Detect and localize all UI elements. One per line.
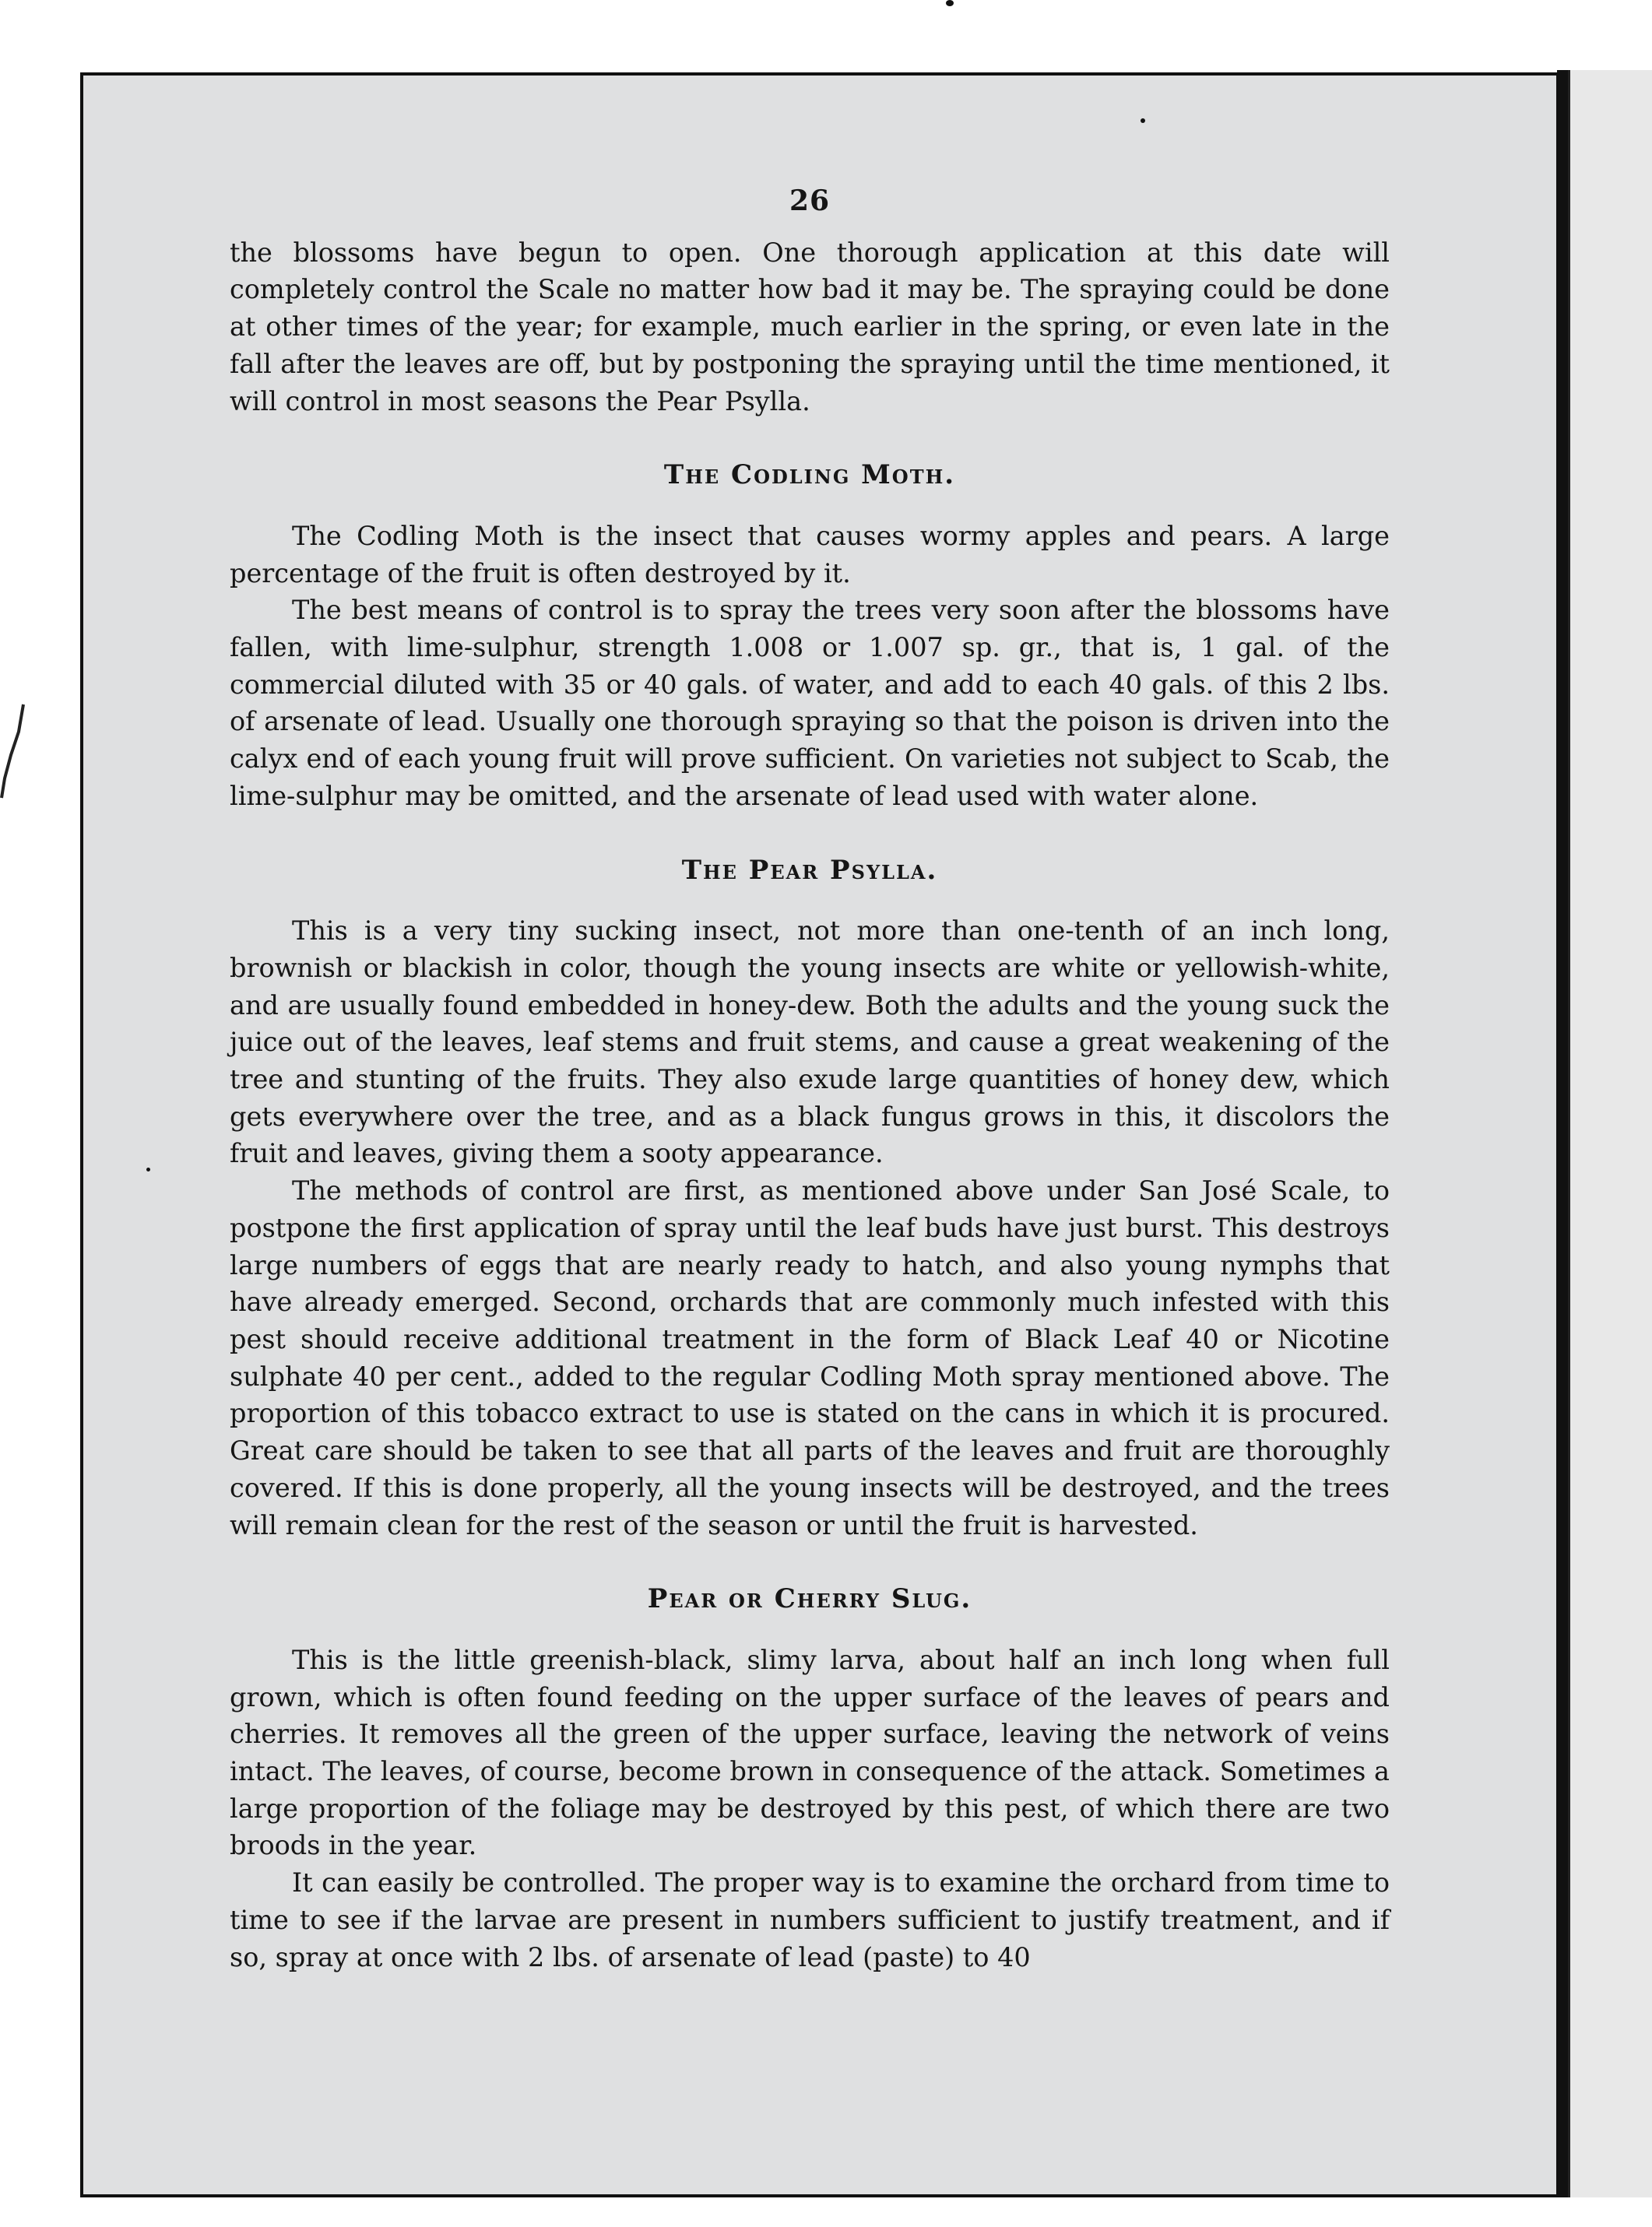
- cherry-slug-paragraph-1: This is the little greenish-black, slimy larva, about half an inch long when full grown, which is often found feeding on the upper surface of the leaves of pears and cherries. It removes all the green of the upper surface, leaving the network of veins intact. The leaves, of course, become brown in consequence of the attack. Sometimes a large proportion of the foliage may be destroyed by this pest, of which there are two broods in the year.: [230, 1644, 1390, 1861]
- scan-speck: [146, 1168, 150, 1171]
- page-number: 26: [789, 184, 831, 217]
- cherry-slug-paragraph-2: It can easily be controlled. The proper way is to examine the orchard from time to time to see if the larvae are present in numbers sufficient to justify treatment, and if so, spray at once with 2 lbs. of arsenate of lead (paste) to 40: [230, 1867, 1390, 1972]
- bottom-margin: [0, 2197, 1652, 2227]
- page-content: [230, 183, 1390, 1976]
- scan-speck: [946, 0, 954, 6]
- intro-paragraph: the blossoms have begun to open. One thorough application at this date will completely control the Scale no matter how bad it may be. The spraying could be done at other times of the year; for example, much earlier in the spring, or even late in the fall after the leaves are off, but by postponing the spraying until the time mentioned, it will control in most seasons the Pear Psylla.: [230, 237, 1390, 416]
- heading-cherry-slug: Pear or Cherry Slug.: [647, 1583, 972, 1615]
- margin-mark: [0, 701, 31, 802]
- page-edge-shadow: [1557, 70, 1568, 2203]
- heading-codling-moth: The Codling Moth.: [663, 459, 956, 491]
- heading-pear-psylla: The Pear Psylla.: [681, 854, 938, 886]
- left-margin: [0, 0, 78, 2227]
- pear-psylla-paragraph-2: The methods of control are first, as mentioned above under San José Scale, to postpone the first application of spray until the leaf buds have just burst. This destroys large numbers of eggs that are nearly ready to hatch, and also young nymphs that have already emerged. Second, orchards that are commonly much infested with this pest should receive additional treatment in the form of Black Leaf 40 or Nicotine sulphate 40 per cent., added to the regular Codling Moth spray mentioned above. The proportion of this tobacco extract to use is stated on the cans in which it is procured. Great care should be taken to see that all parts of the leaves and fruit are thoroughly covered. If this is done properly, all the young insects will be destroyed, and the trees will remain clean for the rest of the season or until the fruit is harvested.: [230, 1175, 1390, 1540]
- codling-moth-paragraph-2: The best means of control is to spray the trees very soon after the blossoms have fallen, with lime-sulphur, strength 1.008 or 1.007 sp. gr., that is, 1 gal. of the commercial diluted with 35 or 40 gals. of water, and add to each 40 gals. of this 2 lbs. of arsenate of lead. Usually one thorough spraying so that the poison is driven into the calyx end of each young fruit will prove sufficient. On varieties not subject to Scab, the lime-sulphur may be omitted, and the arsenate of lead used with water alone.: [230, 595, 1390, 811]
- codling-moth-paragraph-1: The Codling Moth is the insect that causes wormy apples and pears. A large percentage of the fruit is often destroyed by it.: [230, 520, 1390, 588]
- pear-psylla-paragraph-1: This is a very tiny sucking insect, not more than one-tenth of an inch long, brownish or blackish in color, though the young insects are white or yellowish-white, and are usually found embedded in honey-dew. Both the adults and the young suck the juice out of the leaves, leaf stems and fruit stems, and cause a great weakening of the tree and stunting of the fruits. They also exude large quantities of honey dew, which gets everywhere over the tree, and as a black fungus grows in this, it discolors the fruit and leaves, giving them a sooty appearance.: [230, 915, 1390, 1169]
- top-margin: [0, 0, 1652, 74]
- scan-speck: [1141, 118, 1145, 123]
- adjacent-page-edge: [1568, 70, 1652, 2203]
